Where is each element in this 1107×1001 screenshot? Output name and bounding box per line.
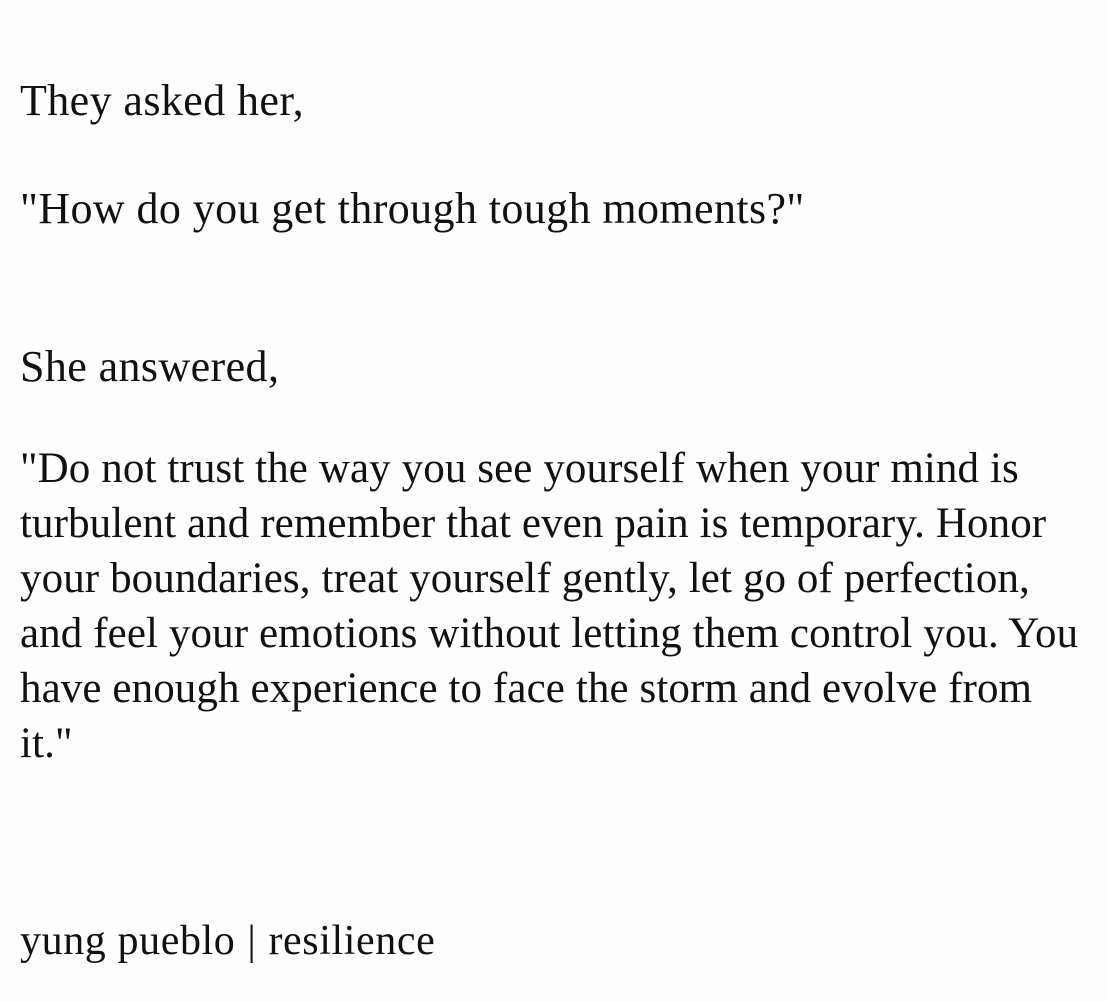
attribution-author: yung pueblo <box>20 917 236 964</box>
attribution-work: resilience <box>268 917 436 964</box>
answer-body-text: "Do not trust the way you see yourself when your mind is turbulent and remember that even pain is temporary. Honor your boundaries, treat yourself gently, let go of perfection, and feel your emotions without letting them control you. You have enough experience to face the storm and evolve from it." <box>20 444 1079 767</box>
answer-intro-line: She answered, <box>20 342 280 392</box>
attribution <box>20 919 435 963</box>
attribution-separator: | <box>247 917 257 964</box>
question-line: "How do you get through tough moments?" <box>20 184 805 234</box>
question-intro-line: They asked her, <box>20 76 305 125</box>
